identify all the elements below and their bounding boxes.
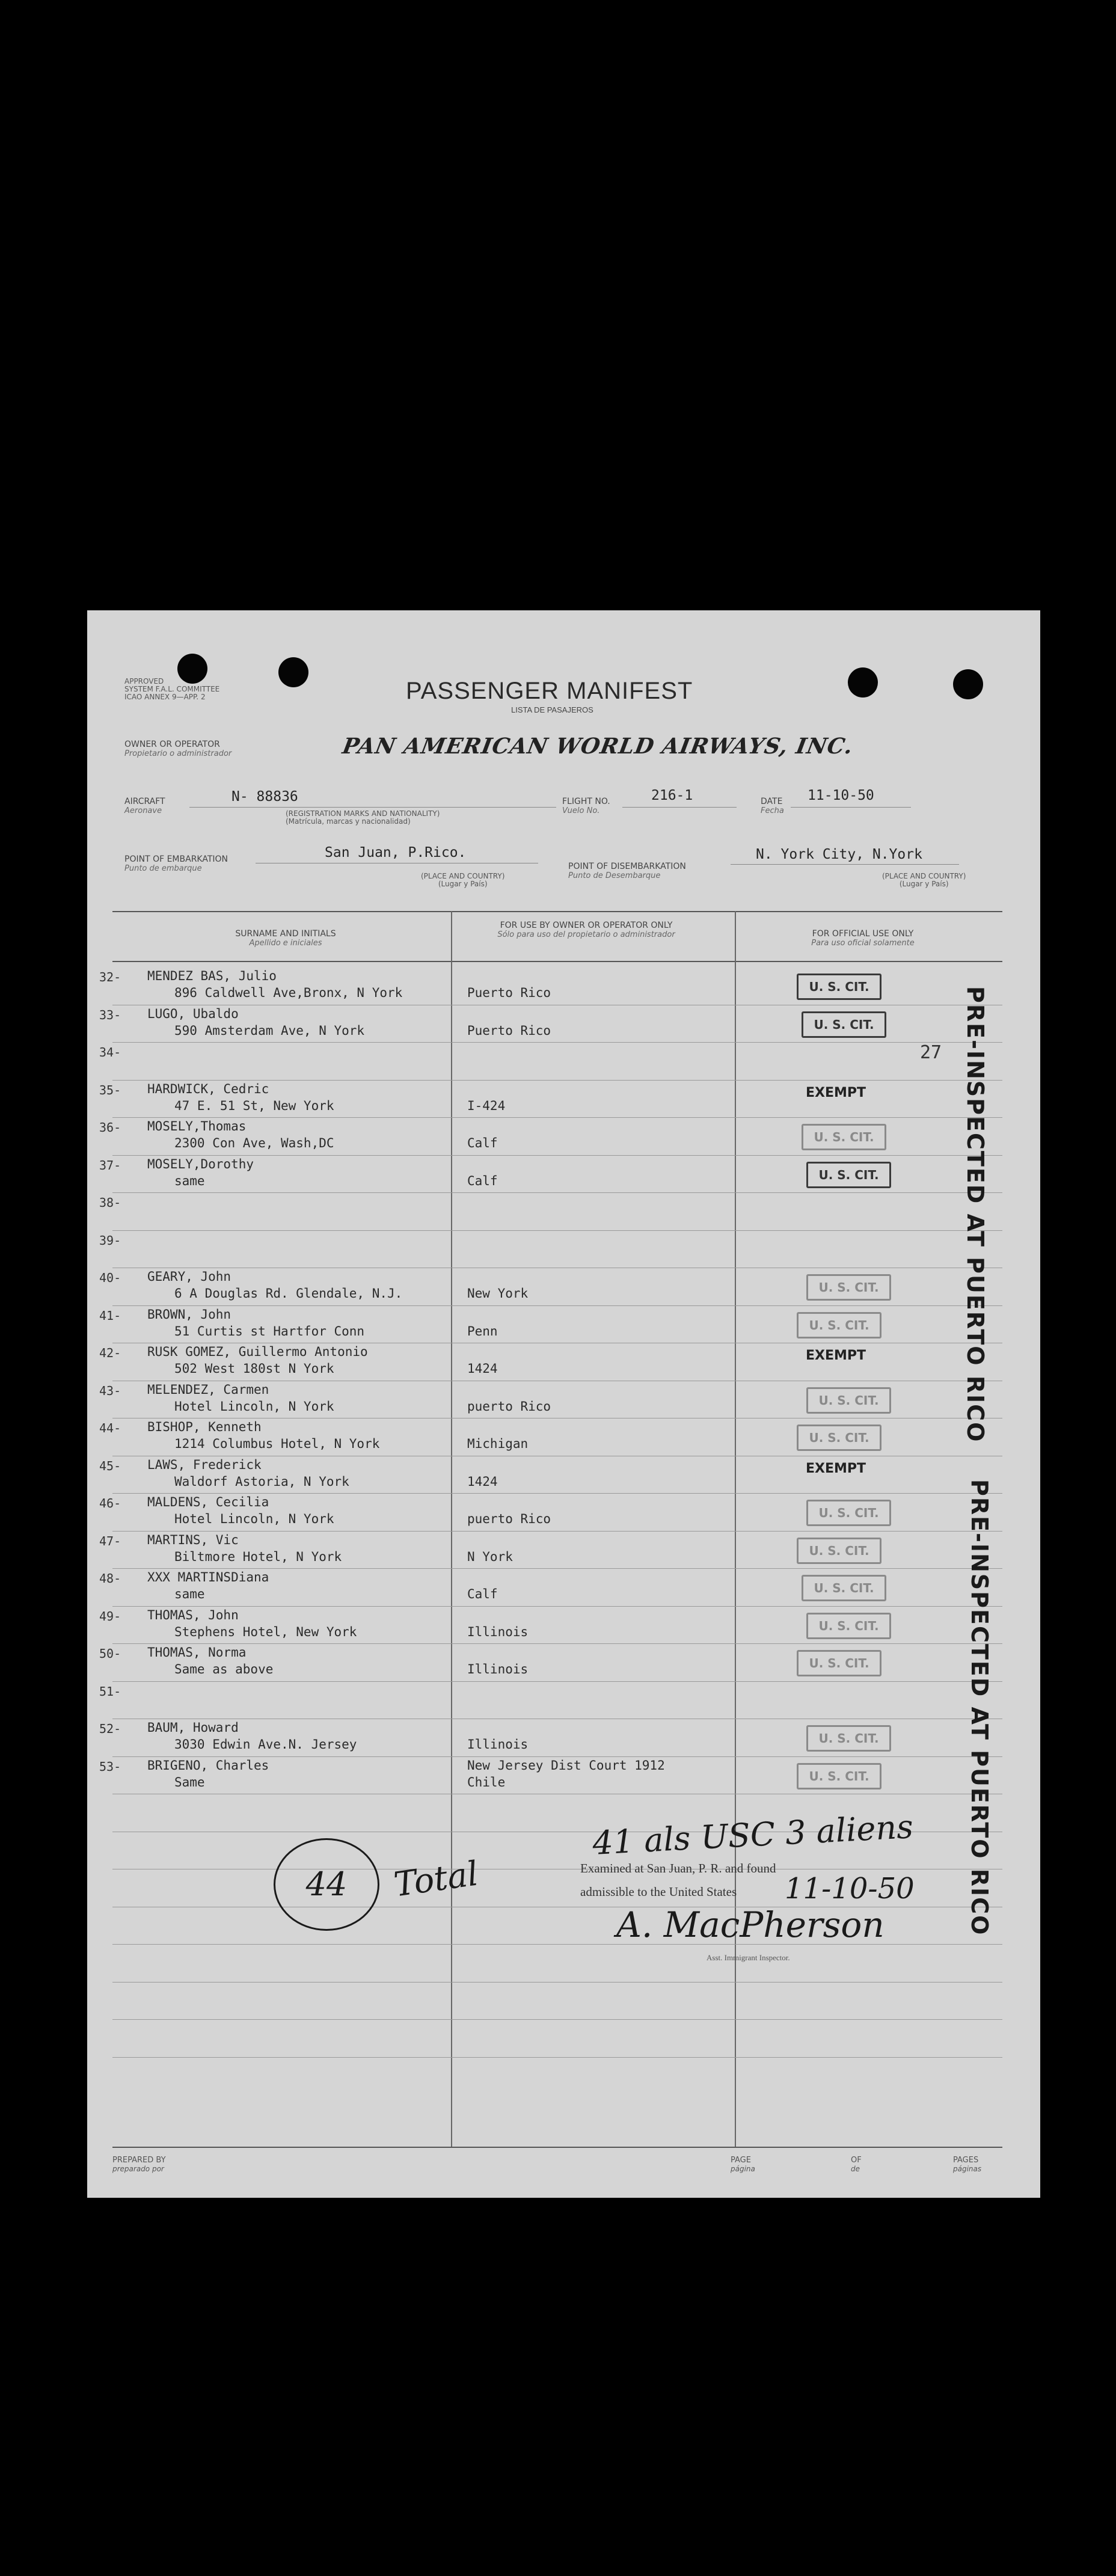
passenger-name: MELENDEZ, Carmen	[147, 1382, 269, 1397]
flight-label	[562, 797, 610, 815]
column-header-official	[755, 929, 971, 948]
passenger-name: BRIGENO, Charles	[147, 1758, 269, 1773]
operator-note: Illinois	[467, 1662, 529, 1676]
operator-note: 1424	[467, 1361, 498, 1376]
us-citizen-stamp: U. S. CIT.	[802, 1011, 886, 1038]
pre-inspected-stamp: PRE-INSPECTED AT PUERTO RICO	[962, 986, 989, 1443]
inspector-title: Asst. Immigrant Inspector.	[707, 1953, 790, 1962]
embarkation-label	[124, 854, 228, 873]
operator-note: N York	[467, 1549, 513, 1564]
passenger-name: BAUM, Howard	[147, 1720, 239, 1735]
passenger-name: MOSELY,Thomas	[147, 1119, 247, 1133]
row-number: 34-	[99, 1045, 121, 1060]
date-label-text: DATE	[761, 797, 783, 806]
operator-note: Calf	[467, 1173, 498, 1188]
exempt-stamp: EXEMPT	[806, 1461, 866, 1476]
operator-note: New York	[467, 1286, 529, 1301]
us-citizen-stamp: U. S. CIT.	[802, 1124, 886, 1150]
disembarkation-note-es: (Lugar y País)	[899, 880, 949, 888]
us-citizen-stamp: U. S. CIT.	[797, 1650, 881, 1676]
punch-hole	[953, 669, 983, 699]
column-header-official-text: FOR OFFICIAL USE ONLY	[812, 929, 914, 939]
approval-line: APPROVED	[124, 677, 164, 685]
us-citizen-stamp: U. S. CIT.	[797, 974, 881, 1000]
row-number: 38-	[99, 1195, 121, 1210]
footer-rule	[112, 2147, 1002, 2148]
passenger-name: BISHOP, Kenneth	[147, 1420, 262, 1434]
prepared-by-es: preparado por	[112, 2165, 164, 2173]
approval-line: SYSTEM F.A.L. COMMITTEE	[124, 685, 220, 693]
row-number: 37-	[99, 1158, 121, 1173]
flight-label-es: Vuelo No.	[562, 806, 600, 815]
embarkation-value: San Juan, P.Rico.	[325, 845, 467, 860]
passenger-name: MENDEZ BAS, Julio	[147, 969, 277, 983]
us-citizen-stamp: U. S. CIT.	[806, 1387, 891, 1414]
passenger-address: 1214 Columbus Hotel, N York	[174, 1437, 380, 1451]
passenger-address: Hotel Lincoln, N York	[174, 1399, 334, 1414]
operator-note: puerto Rico	[467, 1399, 551, 1414]
row-rule	[112, 1117, 1002, 1118]
row-rule	[112, 1756, 1002, 1757]
row-number: 47-	[99, 1533, 121, 1548]
owner-value: PAN AMERICAN WORLD AIRWAYS, INC.	[340, 734, 856, 759]
row-rule	[112, 1080, 1002, 1081]
row-rule	[112, 1531, 1002, 1532]
pages-label-es: páginas	[953, 2165, 982, 2173]
aircraft-label-es: Aeronave	[124, 806, 162, 815]
exempt-stamp: EXEMPT	[806, 1348, 866, 1363]
passenger-name: GEARY, John	[147, 1269, 231, 1284]
field-underline	[791, 807, 911, 808]
row-number: 44-	[99, 1421, 121, 1435]
side-number: 27	[920, 1042, 942, 1063]
row-rule	[112, 1192, 1002, 1193]
row-number: 35-	[99, 1082, 121, 1097]
row-number: 51-	[99, 1684, 121, 1699]
column-header-names-text: SURNAME AND INITIALS	[235, 929, 336, 939]
column-header-names-es: Apellido e iniciales	[249, 939, 322, 948]
passenger-name: LAWS, Frederick	[147, 1457, 262, 1472]
column-divider	[451, 911, 452, 2147]
page-label-es: página	[731, 2165, 755, 2173]
us-citizen-stamp: U. S. CIT.	[797, 1763, 881, 1789]
embarkation-label-text: POINT OF EMBARKATION	[124, 854, 228, 864]
passenger-name: XXX MARTINSDiana	[147, 1570, 269, 1584]
row-number: 36-	[99, 1120, 121, 1135]
passenger-name: MALDENS, Cecilia	[147, 1495, 269, 1509]
row-number: 45-	[99, 1458, 121, 1473]
operator-note: Chile	[467, 1774, 506, 1789]
of-label-text: OF	[851, 2156, 862, 2165]
owner-label	[124, 740, 231, 758]
field-underline	[189, 807, 556, 808]
of-label	[851, 2156, 862, 2173]
table-top-rule	[112, 911, 1002, 912]
disembarkation-label-text: POINT OF DISEMBARKATION	[568, 862, 686, 871]
page-label	[731, 2156, 755, 2173]
passenger-name: THOMAS, John	[147, 1607, 239, 1622]
us-citizen-stamp: U. S. CIT.	[802, 1575, 886, 1601]
disembarkation-label-es: Punto de Desembarque	[568, 871, 661, 880]
column-header-operator-text: FOR USE BY OWNER OR OPERATOR ONLY	[500, 921, 673, 930]
pre-inspected-stamp: PRE-INSPECTED AT PUERTO RICO	[966, 1479, 993, 1936]
handwritten-summary: 41 als USC 3 aliens	[591, 1808, 915, 1862]
operator-note: puerto Rico	[467, 1512, 551, 1526]
row-rule	[112, 2019, 1002, 2020]
row-rule	[112, 1606, 1002, 1607]
row-rule	[112, 1568, 1002, 1569]
embarkation-note-es: (Lugar y País)	[438, 880, 488, 888]
embarkation-note	[421, 872, 504, 888]
passenger-name: THOMAS, Norma	[147, 1645, 247, 1660]
passenger-address: same	[174, 1173, 205, 1188]
pages-label-text: PAGES	[953, 2156, 979, 2165]
passenger-address: 51 Curtis st Hartfor Conn	[174, 1323, 365, 1339]
flight-label-text: FLIGHT NO.	[562, 797, 610, 806]
row-number: 52-	[99, 1722, 121, 1736]
us-citizen-stamp: U. S. CIT.	[806, 1162, 891, 1188]
page-title: PASSENGER MANIFEST	[406, 678, 693, 704]
row-rule	[112, 1681, 1002, 1682]
passenger-address: Same	[174, 1774, 205, 1789]
row-rule	[112, 1042, 1002, 1043]
flight-value: 216-1	[651, 788, 693, 803]
aircraft-label	[124, 797, 165, 815]
prepared-by-text: PREPARED BY	[112, 2156, 166, 2165]
table-header-rule	[112, 961, 1002, 962]
passenger-address: 896 Caldwell Ave,Bronx, N York	[174, 986, 403, 1000]
approval-block	[124, 678, 219, 701]
operator-note: Calf	[467, 1587, 498, 1601]
disembarkation-value: N. York City, N.York	[756, 847, 922, 862]
row-number: 53-	[99, 1759, 121, 1774]
owner-label-es: Propietario o administrador	[124, 749, 232, 758]
date-label-es: Fecha	[761, 806, 784, 815]
operator-note: Illinois	[467, 1624, 529, 1639]
row-rule	[112, 1305, 1002, 1306]
operator-note: Puerto Rico	[467, 986, 551, 1000]
row-number: 32-	[99, 970, 121, 984]
passenger-address: Hotel Lincoln, N York	[174, 1512, 334, 1526]
passenger-address: Same as above	[174, 1662, 274, 1676]
passenger-name: BROWN, John	[147, 1307, 231, 1322]
row-number: 42-	[99, 1346, 121, 1360]
row-rule	[112, 1643, 1002, 1644]
certification-line: Examined at San Juan, P. R. and found	[580, 1861, 776, 1875]
passenger-address: Stephens Hotel, New York	[174, 1624, 357, 1639]
us-citizen-stamp: U. S. CIT.	[806, 1725, 891, 1752]
us-citizen-stamp: U. S. CIT.	[797, 1312, 881, 1339]
passenger-address: Waldorf Astoria, N York	[174, 1474, 349, 1489]
operator-note: Penn	[467, 1323, 498, 1339]
operator-note: Illinois	[467, 1737, 529, 1752]
row-number: 40-	[99, 1271, 121, 1285]
row-number: 46-	[99, 1496, 121, 1510]
row-number: 43-	[99, 1383, 121, 1398]
row-rule	[112, 2057, 1002, 2058]
circled-count-value: 44	[305, 1865, 348, 1903]
passenger-address: 590 Amsterdam Ave, N York	[174, 1023, 365, 1038]
passenger-address: Biltmore Hotel, N York	[174, 1549, 342, 1564]
passenger-name: MOSELY,Dorothy	[147, 1156, 254, 1171]
passenger-name: HARDWICK, Cedric	[147, 1081, 269, 1096]
row-rule	[112, 1155, 1002, 1156]
field-underline	[622, 807, 737, 808]
passenger-address: 47 E. 51 St, New York	[174, 1098, 334, 1113]
passenger-address: 3030 Edwin Ave.N. Jersey	[174, 1737, 357, 1752]
operator-note: Puerto Rico	[467, 1023, 551, 1038]
us-citizen-stamp: U. S. CIT.	[797, 1424, 881, 1451]
total-label: Total	[391, 1854, 481, 1905]
column-header-official-es: Para uso oficial solamente	[811, 939, 915, 948]
embarkation-note-text: (PLACE AND COUNTRY)	[421, 872, 505, 880]
page-title-es: LISTA DE PASAJEROS	[511, 705, 593, 714]
aircraft-value: N- 88836	[231, 789, 298, 805]
passenger-address: 502 West 180st N York	[174, 1361, 334, 1376]
owner-label-text: OWNER OR OPERATOR	[124, 740, 220, 749]
manifest-sheet	[87, 610, 1040, 2198]
row-rule	[112, 1982, 1002, 1983]
embarkation-label-es: Punto de embarque	[124, 864, 202, 873]
of-label-es: de	[851, 2165, 860, 2173]
prepared-by-label	[112, 2156, 166, 2173]
row-number: 33-	[99, 1007, 121, 1022]
operator-note: 1424	[467, 1474, 498, 1489]
date-label	[761, 797, 784, 815]
column-header-operator-es: Sólo para uso del propietario o administrador	[497, 930, 675, 939]
punch-hole	[278, 657, 308, 687]
column-header-names	[147, 929, 424, 948]
passenger-name: RUSK GOMEZ, Guillermo Antonio	[147, 1345, 368, 1359]
certification-line: admissible to the United States	[580, 1884, 737, 1899]
disembarkation-note	[882, 872, 966, 888]
certification-block	[580, 1861, 776, 1900]
passenger-name: LUGO, Ubaldo	[147, 1006, 239, 1021]
row-rule	[112, 1230, 1002, 1231]
operator-note: Michigan	[467, 1437, 529, 1451]
passenger-address: same	[174, 1587, 205, 1601]
circled-count	[274, 1838, 379, 1931]
row-number: 41-	[99, 1308, 121, 1323]
exempt-stamp: EXEMPT	[806, 1085, 866, 1100]
us-citizen-stamp: U. S. CIT.	[806, 1500, 891, 1526]
row-number: 49-	[99, 1608, 121, 1624]
aircraft-note	[286, 810, 440, 826]
us-citizen-stamp: U. S. CIT.	[806, 1613, 891, 1639]
disembarkation-note-text: (PLACE AND COUNTRY)	[882, 872, 966, 880]
us-citizen-stamp: U. S. CIT.	[797, 1538, 881, 1564]
row-number: 48-	[99, 1571, 121, 1586]
column-header-operator	[472, 921, 701, 939]
passenger-address: 6 A Douglas Rd. Glendale, N.J.	[174, 1286, 403, 1301]
field-underline	[731, 864, 959, 865]
operator-note: New Jersey Dist Court 1912	[467, 1758, 665, 1773]
punch-hole	[848, 667, 878, 698]
inspector-signature: A. MacPherson	[616, 1904, 885, 1945]
passenger-address: 2300 Con Ave, Wash,DC	[174, 1136, 334, 1150]
date-value: 11-10-50	[808, 788, 874, 803]
row-number: 39-	[99, 1233, 121, 1248]
us-citizen-stamp: U. S. CIT.	[806, 1274, 891, 1301]
aircraft-note-es: (Matrícula, marcas y nacionalidad)	[286, 817, 411, 826]
page-label-text: PAGE	[731, 2156, 751, 2165]
disembarkation-label	[568, 862, 686, 880]
pages-label	[953, 2156, 981, 2173]
aircraft-label-text: AIRCRAFT	[124, 797, 165, 806]
operator-note: I-424	[467, 1098, 506, 1113]
passenger-name: MARTINS, Vic	[147, 1532, 239, 1547]
row-rule	[112, 1493, 1002, 1494]
aircraft-note-text: (REGISTRATION MARKS AND NATIONALITY)	[286, 809, 440, 818]
handwritten-date: 11-10-50	[785, 1872, 915, 1906]
operator-note: Calf	[467, 1136, 498, 1150]
approval-line: ICAO ANNEX 9—APP. 2	[124, 693, 206, 701]
row-number: 50-	[99, 1646, 121, 1661]
